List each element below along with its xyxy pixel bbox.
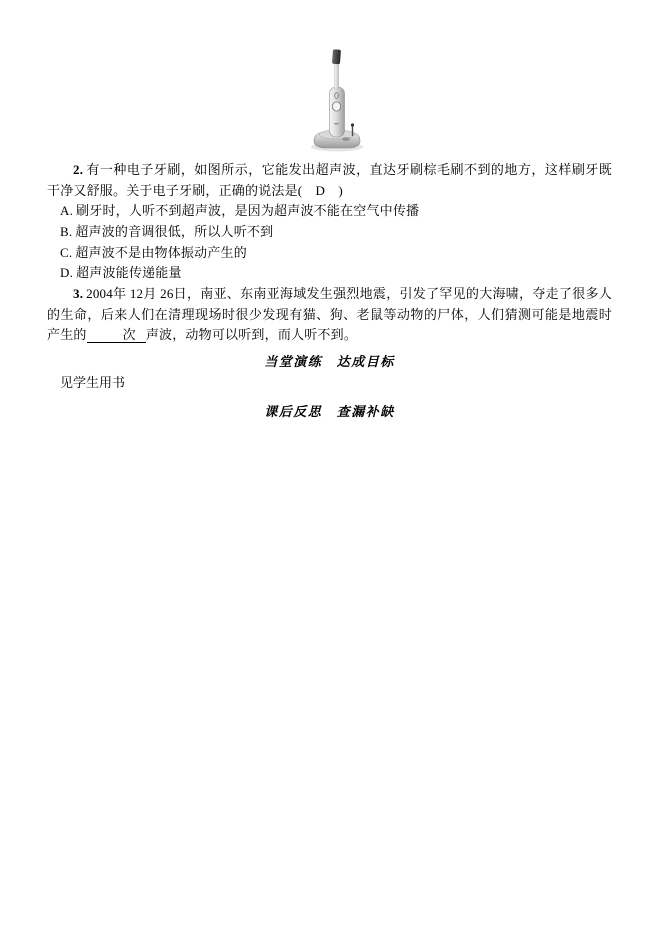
option-c-text: 超声波不是由物体振动产生的 (75, 244, 247, 260)
option-c (47, 243, 612, 264)
option-d (47, 263, 612, 284)
see-student-book-note: 见学生用书 (60, 374, 126, 390)
question-3-text-before-blank: 2004年 12月 26日，南亚、东南亚海域发生强烈地震，引发了罕见的大海啸，夺走了很多人的生命，后来人们在清理现场时很少发现有猫、狗、老鼠等动物的尸体，人们猜测可能是地震时产生的 (47, 286, 612, 343)
brush-neck (334, 61, 339, 89)
option-d-text: 超声波能传递能量 (76, 265, 182, 281)
question-3-number: 3. (73, 286, 84, 302)
option-d-label: D. (60, 265, 74, 281)
question-3-text-after-blank: 声波，动物可以听到，而人听不到。 (145, 327, 358, 343)
question-2 (47, 160, 612, 201)
fill-in-blank-answer: 次 (87, 327, 146, 343)
question-2-stem: 有一种电子牙刷，如图所示，它能发出超声波，直达牙刷棕毛刷不到的地方，这样刷牙既干净又舒服。关于电子牙刷，正确的说法是( D ) (47, 162, 612, 198)
option-a-label: A. (60, 203, 74, 218)
option-a (47, 201, 612, 222)
toothbrush-handle (329, 87, 344, 137)
option-a-text: 刷牙时，人听不到超声波，是因为超声波不能在空气中传播 (76, 203, 420, 218)
electric-toothbrush-illustration (291, 49, 383, 153)
option-c-label: C. (60, 244, 73, 260)
question-2-options (47, 201, 612, 284)
option-b (47, 222, 612, 243)
question-3 (47, 284, 612, 346)
section-header-reflection: 课后反思 查漏补缺 (264, 403, 395, 419)
toothbrush-figure (291, 49, 383, 153)
option-b-label: B. (60, 223, 73, 239)
option-b-text: 超声波的音调很低，所以人听不到 (75, 223, 274, 239)
brush-head (331, 49, 340, 64)
handle-label-mark (334, 123, 338, 124)
power-button (332, 102, 340, 111)
section-header-practice: 当堂演练 达成目标 (264, 353, 395, 369)
question-2-number: 2. (73, 162, 84, 177)
